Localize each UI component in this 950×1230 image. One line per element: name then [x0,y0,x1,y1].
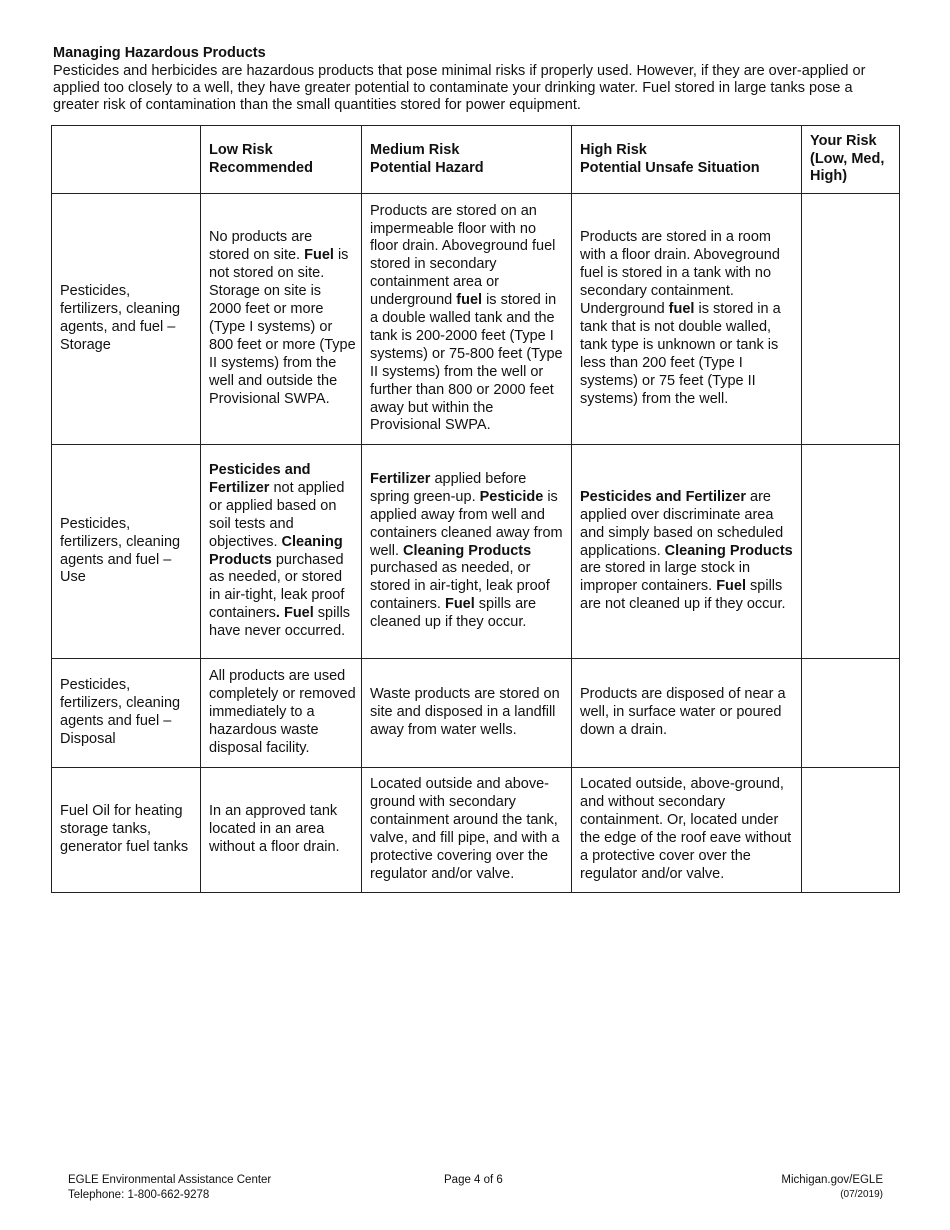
your-risk-cell[interactable] [802,445,900,659]
medium-risk-cell [362,659,572,768]
high-risk-cell [572,659,802,768]
bold-term: Fertilizer [370,470,431,487]
medium-risk-cell [362,768,572,893]
your-risk-cell[interactable] [802,659,900,768]
header-your-risk-subtitle: (Low, Med, High) [810,150,885,185]
medium-risk-cell [362,194,572,445]
row-category: Fuel Oil for heating storage tanks, generator fuel tanks [52,768,201,893]
cell-text: is applied away from well and containers cleaned away from well. [370,488,563,559]
footer-contact [68,1173,271,1202]
bold-term: Fuel [444,596,475,613]
bold-term: fuel [456,292,483,309]
cell-text: Products are stored on an impermeable floor with no floor drain. Aboveground fuel stored in secondary containment area or underground [370,202,556,309]
cell-text: spills are not cleaned up if they occur. [580,578,786,613]
high-risk-cell [572,194,802,445]
cell-text: Located outside, above-ground, and without secondary containment. Or, located under the edge of the roof eave without a protective cover over the regulator and/or valve. [580,776,792,882]
bold-term: Pesticides and Fertilizer [209,461,311,496]
bold-term: Fuel [716,578,747,595]
bold-term: fuel [668,301,695,318]
cell-text: is stored in a double walled tank and the tank is 200-2000 feet (Type I systems) or 75-800 feet (Type II systems) from the well or further than 800 or 2000 feet away but within the Provisional SWPA. [370,292,563,434]
header-category [52,126,201,194]
intro-paragraph: Pesticides and herbicides are hazardous products that pose minimal risks if properly used. However, if they are over-applied or applied too closely to a well, they have greater potential to contaminate your drinking water. Fuel stored in large tanks pose a greater risk of contamination than the small quantities stored for power equipment. [53,63,866,113]
bold-term: Cleaning Products [403,542,532,559]
bold-term: . [275,605,284,622]
high-risk-cell [572,445,802,659]
bold-term: Fuel [304,247,334,264]
cell-text: All products are used completely or removed immediately to a hazardous waste disposal facility. [209,668,356,756]
bold-term: Cleaning Products [664,542,793,559]
header-your-risk-title: Your Risk [810,132,877,149]
bold-term: Cleaning Products [209,533,343,568]
table-row-use [52,445,900,659]
cell-text: Products are stored in a room with a floor drain. Aboveground fuel is stored in a tank with no secondary containment. Underground [580,229,780,318]
section-title: Managing Hazardous Products [53,45,266,61]
your-risk-cell[interactable] [802,768,900,893]
cell-text: is not stored on site. Storage on site is 2000 feet or more (Type I systems) or 800 feet or more (Type II systems) from the well and outside the Provisional SWPA. [209,247,356,407]
cell-text: applied before spring green-up. [370,470,527,505]
header-low-title: Low Risk [209,141,273,158]
medium-risk-cell [362,445,572,659]
bold-term: Pesticide [479,488,544,505]
low-risk-cell [201,659,362,768]
header-medium-subtitle: Potential Hazard [370,159,484,176]
footer-site [781,1173,883,1202]
bold-term: Pesticides and Fertilizer [580,488,747,505]
table-row-storage [52,194,900,445]
cell-text: purchased as needed, or stored in air-tight, leak proof containers [209,551,345,622]
cell-text: is stored in a tank that is not double walled, tank type is unknown or tank is less than 200 feet (Type I systems) or 75 feet (Type II systems) from the well. [580,301,781,407]
header-medium-risk [362,126,572,194]
footer-website[interactable]: Michigan.gov/EGLE [781,1174,883,1186]
low-risk-cell [201,194,362,445]
low-risk-cell [201,768,362,893]
cell-text: spills are cleaned up if they occur. [370,596,537,631]
table-header-row [52,126,900,194]
table-row-disposal [52,659,900,768]
cell-text: Waste products are stored on site and disposed in a landfill away from water wells. [370,686,560,738]
table-row-fuel-oil [52,768,900,893]
your-risk-cell[interactable] [802,194,900,445]
risk-assessment-table [51,125,900,893]
footer-phone: Telephone: 1-800-662-9278 [68,1188,210,1201]
low-risk-cell [201,445,362,659]
cell-text: In an approved tank located in an area without a floor drain. [209,803,340,855]
footer-date: (07/2019) [840,1188,883,1200]
cell-text: not applied or applied based on soil tests and objectives. [209,479,345,550]
high-risk-cell [572,768,802,893]
header-high-risk [572,126,802,194]
row-category: Pesticides, fertilizers, cleaning agents and fuel – Use [52,445,201,659]
cell-text: purchased as needed, or stored in air-tight, leak proof containers. [370,560,550,613]
cell-text: are applied over discriminate area and simply based on scheduled applications. [580,488,784,559]
header-low-subtitle: Recommended [209,159,313,176]
bold-term: Fuel [283,605,314,622]
header-medium-title: Medium Risk [370,141,460,158]
header-high-subtitle: Potential Unsafe Situation [580,159,760,176]
header-low-risk [201,126,362,194]
footer-page-number: Page 4 of 6 [444,1174,503,1186]
cell-text: spills have never occurred. [209,605,351,640]
footer-org: EGLE Environmental Assistance Center [68,1174,272,1186]
header-high-title: High Risk [580,141,647,158]
row-category: Pesticides, fertilizers, cleaning agents, and fuel – Storage [52,194,201,445]
header-your-risk [802,126,900,194]
cell-text: Located outside and above-ground with secondary containment around the tank, valve, and fill pipe, and with a protective covering over the regulator and/or valve. [370,776,560,882]
cell-text: are stored in large stock in improper containers. [580,560,751,595]
cell-text: No products are stored on site. [209,229,313,264]
row-category: Pesticides, fertilizers, cleaning agents and fuel – Disposal [52,659,201,768]
cell-text: Products are disposed of near a well, in surface water or poured down a drain. [580,686,786,738]
